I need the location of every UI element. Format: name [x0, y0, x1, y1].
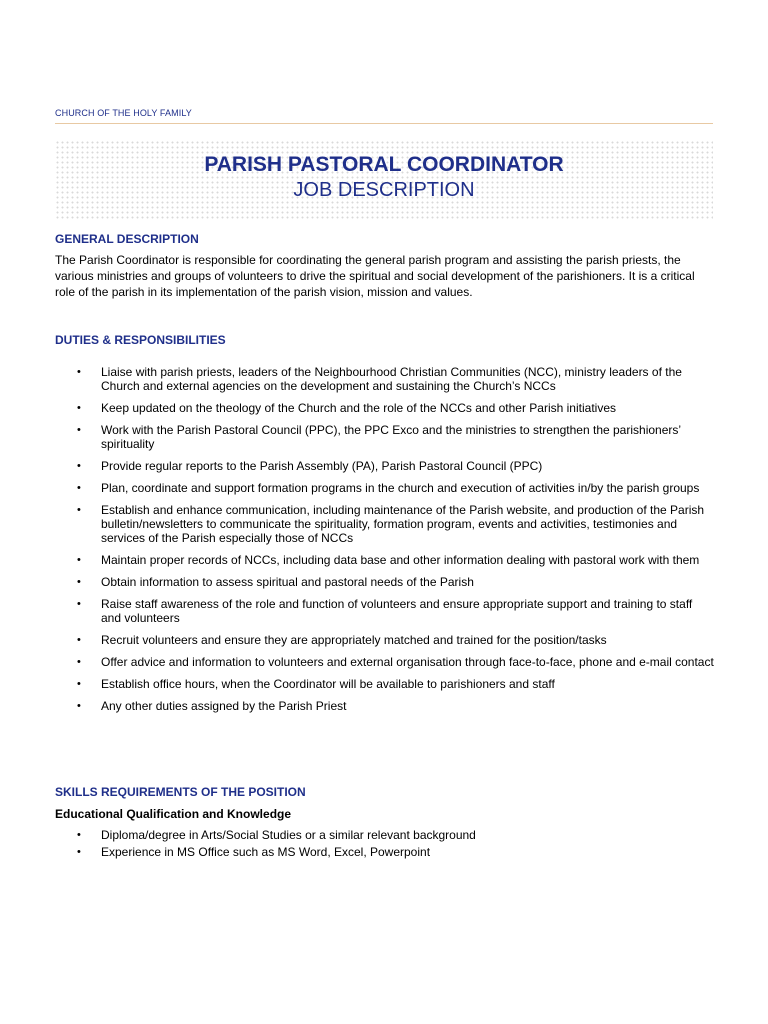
duty-text: Establish and enhance communication, including maintenance of the Parish website, and production of the Parish bulletin/newsletters to communicate the spirituality, formation program, events and activities, testimonies and services of the Parish especially those of NCCs [101, 503, 705, 545]
bullet-marker: • [77, 366, 81, 378]
duty-text: Work with the Parish Pastoral Council (PPC), the PPC Exco and the ministries to strengthen the parishioners’ spirituality [101, 423, 681, 451]
duty-text: Provide regular reports to the Parish Assembly (PA), Parish Pastoral Council (PPC) [101, 459, 543, 473]
education-subheading: Educational Qualification and Knowledge [55, 807, 292, 821]
general-description-text: The Parish Coordinator is responsible for coordinating the general parish program and assisting the parish priests, the various ministries and groups of volunteers to drive the spiritual and social development of the parishioners. It is a critical role of the parish in its implementation of the parish vision, mission and values. [55, 253, 695, 299]
bullet-marker: • [77, 829, 81, 841]
duty-item [55, 503, 715, 545]
duties-list [55, 365, 715, 721]
duty-text: Liaise with parish priests, leaders of the Neighbourhood Christian Communities (NCC), ministry leaders of the Church and external agencies on the development and sustaining the Church’s NCCs [101, 365, 682, 393]
duty-text: Recruit volunteers and ensure they are appropriately matched and trained for the position/tasks [101, 633, 607, 647]
bullet-marker: • [77, 402, 81, 414]
bullet-marker: • [77, 482, 81, 494]
skills-list [55, 828, 715, 862]
document-subtitle: JOB DESCRIPTION [293, 179, 475, 201]
header-divider [55, 123, 713, 124]
duty-item [55, 365, 715, 393]
title-banner [55, 140, 713, 220]
duty-item [55, 699, 715, 713]
bullet-marker: • [77, 678, 81, 690]
bullet-marker: • [77, 504, 81, 516]
skill-item [55, 828, 715, 842]
duties-heading: DUTIES & RESPONSIBILITIES [55, 333, 226, 347]
duty-item [55, 575, 715, 589]
duty-item [55, 423, 715, 451]
bullet-marker: • [77, 424, 81, 436]
skills-heading: SKILLS REQUIREMENTS OF THE POSITION [55, 785, 306, 799]
bullet-marker: • [77, 576, 81, 588]
duty-text: Raise staff awareness of the role and function of volunteers and ensure appropriate support and training to staff and volunteers [101, 597, 693, 625]
duty-item [55, 633, 715, 647]
duty-text: Obtain information to assess spiritual and pastoral needs of the Parish [101, 575, 474, 589]
bullet-marker: • [77, 656, 81, 668]
bullet-marker: • [77, 634, 81, 646]
duty-text: Maintain proper records of NCCs, including data base and other information dealing with pastoral work with them [101, 553, 700, 567]
duty-item [55, 401, 715, 415]
organization-header: CHURCH OF THE HOLY FAMILY [55, 108, 192, 118]
general-description-heading: GENERAL DESCRIPTION [55, 232, 199, 246]
duty-text: Establish office hours, when the Coordinator will be available to parishioners and staff [101, 677, 555, 691]
skill-text: Diploma/degree in Arts/Social Studies or a similar relevant background [101, 828, 476, 842]
duty-text: Keep updated on the theology of the Church and the role of the NCCs and other Parish initiatives [101, 401, 616, 415]
skill-item [55, 845, 715, 859]
bullet-marker: • [77, 460, 81, 472]
duty-item [55, 597, 715, 625]
duty-item [55, 677, 715, 691]
duty-item [55, 459, 715, 473]
bullet-marker: • [77, 700, 81, 712]
duty-item [55, 481, 715, 495]
duty-text: Offer advice and information to volunteers and external organisation through face-to-face, phone and e-mail contact [101, 655, 714, 669]
duty-item [55, 553, 715, 567]
job-title: PARISH PASTORAL COORDINATOR [204, 153, 564, 176]
bullet-marker: • [77, 554, 81, 566]
bullet-marker: • [77, 598, 81, 610]
duty-text: Plan, coordinate and support formation programs in the church and execution of activities in/by the parish groups [101, 481, 700, 495]
bullet-marker: • [77, 846, 81, 858]
duty-item [55, 655, 715, 669]
duty-text: Any other duties assigned by the Parish Priest [101, 699, 347, 713]
skill-text: Experience in MS Office such as MS Word, Excel, Powerpoint [101, 845, 431, 859]
